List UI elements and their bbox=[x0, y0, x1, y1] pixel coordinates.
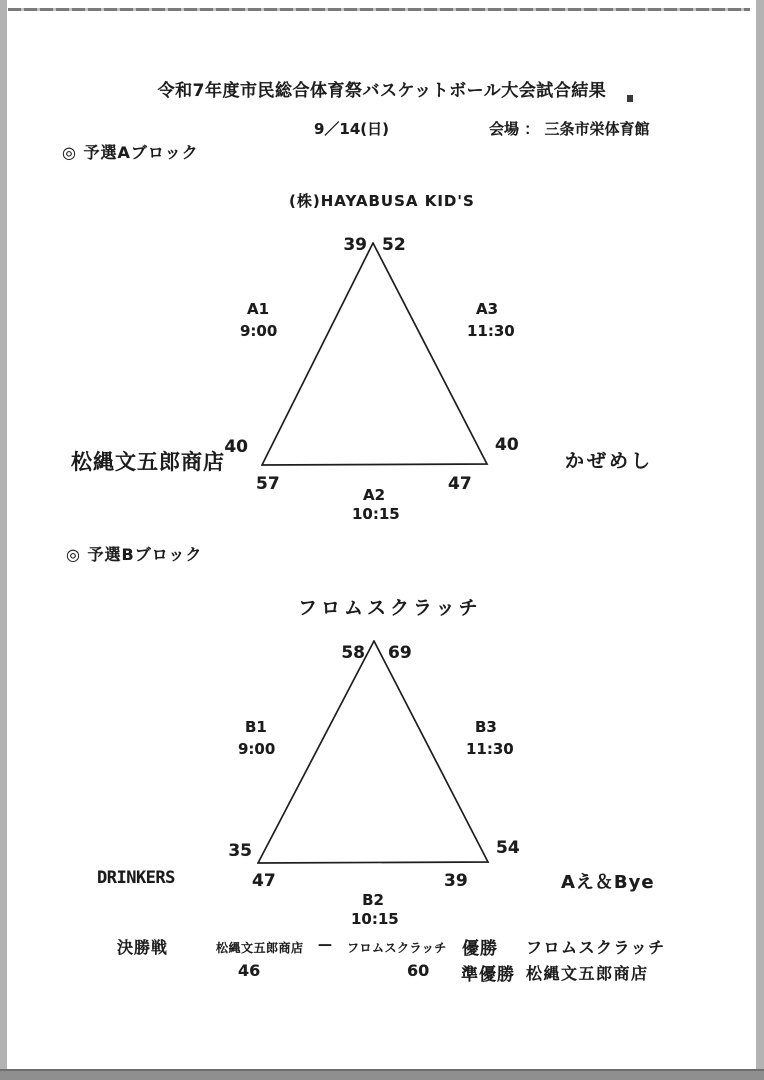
score-a-apex-right: 52 bbox=[382, 235, 406, 255]
score-a-corner-left: 40 bbox=[224, 437, 248, 457]
block-a-header: ◎ 予選Aブロック bbox=[62, 143, 199, 162]
match-b1-label: B1 bbox=[245, 718, 267, 736]
block-a-team-top: (株)HAYABUSA KID'S bbox=[289, 192, 475, 210]
match-b3-label: B3 bbox=[475, 718, 497, 736]
score-b-apex-right: 69 bbox=[388, 643, 412, 663]
finals-label: 決勝戦 bbox=[117, 938, 169, 957]
runner-up-team: 松縄文五郎商店 bbox=[526, 964, 649, 983]
finals-vs-dash: — bbox=[318, 937, 332, 953]
scan-edge-left bbox=[0, 0, 7, 1080]
score-a-corner-right: 40 bbox=[495, 435, 519, 455]
match-a1-label: A1 bbox=[247, 300, 270, 318]
score-b-bottom-left: 47 bbox=[252, 871, 276, 891]
finals-team1-score: 46 bbox=[238, 961, 261, 980]
match-b3-time: 11:30 bbox=[466, 740, 514, 758]
block-b-team-right: Aえ＆Bye bbox=[561, 872, 655, 893]
finals-team1: 松縄文五郎商店 bbox=[216, 941, 304, 955]
winner-team: フロムスクラッチ bbox=[526, 938, 666, 957]
finals-team2: フロムスクラッチ bbox=[347, 941, 447, 955]
bracket-triangle-a bbox=[261, 242, 489, 467]
block-b-team-left: DRINKERS bbox=[97, 868, 175, 888]
score-b-corner-left: 35 bbox=[228, 841, 252, 861]
block-b-header: ◎ 予選Bブロック bbox=[66, 545, 203, 564]
block-a-team-right: かぜめし bbox=[565, 450, 654, 472]
finals-team2-score: 60 bbox=[407, 961, 430, 980]
scan-edge-bottom bbox=[0, 1069, 764, 1080]
event-date: 9／14(日) bbox=[314, 120, 390, 138]
match-a3-time: 11:30 bbox=[467, 322, 515, 340]
match-a3-label: A3 bbox=[476, 300, 499, 318]
score-a-bottom-right: 47 bbox=[448, 474, 472, 494]
match-b2-label: B2 bbox=[362, 891, 384, 909]
match-a1-time: 9:00 bbox=[240, 322, 278, 340]
match-b1-time: 9:00 bbox=[238, 740, 276, 758]
match-a2-label: A2 bbox=[362, 486, 386, 504]
score-a-bottom-left: 57 bbox=[256, 474, 280, 494]
bracket-triangle-b bbox=[257, 640, 490, 865]
match-b2-time: 10:15 bbox=[351, 910, 399, 928]
page-title: 令和7年度市民総合体育祭バスケットボール大会試合結果 bbox=[157, 81, 607, 101]
score-b-apex-left: 58 bbox=[341, 643, 365, 663]
score-b-corner-right: 54 bbox=[496, 838, 520, 858]
block-a-team-left: 松縄文五郎商店 bbox=[71, 450, 225, 474]
runner-up-label: 準優勝 bbox=[461, 965, 515, 985]
score-b-bottom-right: 39 bbox=[444, 871, 468, 891]
score-a-apex-left: 39 bbox=[343, 235, 367, 255]
venue-label: 会場 ： 三条市栄体育館 bbox=[489, 120, 650, 138]
match-a2-time: 10:15 bbox=[352, 505, 400, 523]
block-b-team-top: フロムスクラッチ bbox=[298, 597, 482, 619]
scan-edge-top bbox=[8, 8, 750, 11]
scan-edge-right bbox=[756, 0, 764, 1080]
winner-label: 優勝 bbox=[462, 939, 498, 959]
